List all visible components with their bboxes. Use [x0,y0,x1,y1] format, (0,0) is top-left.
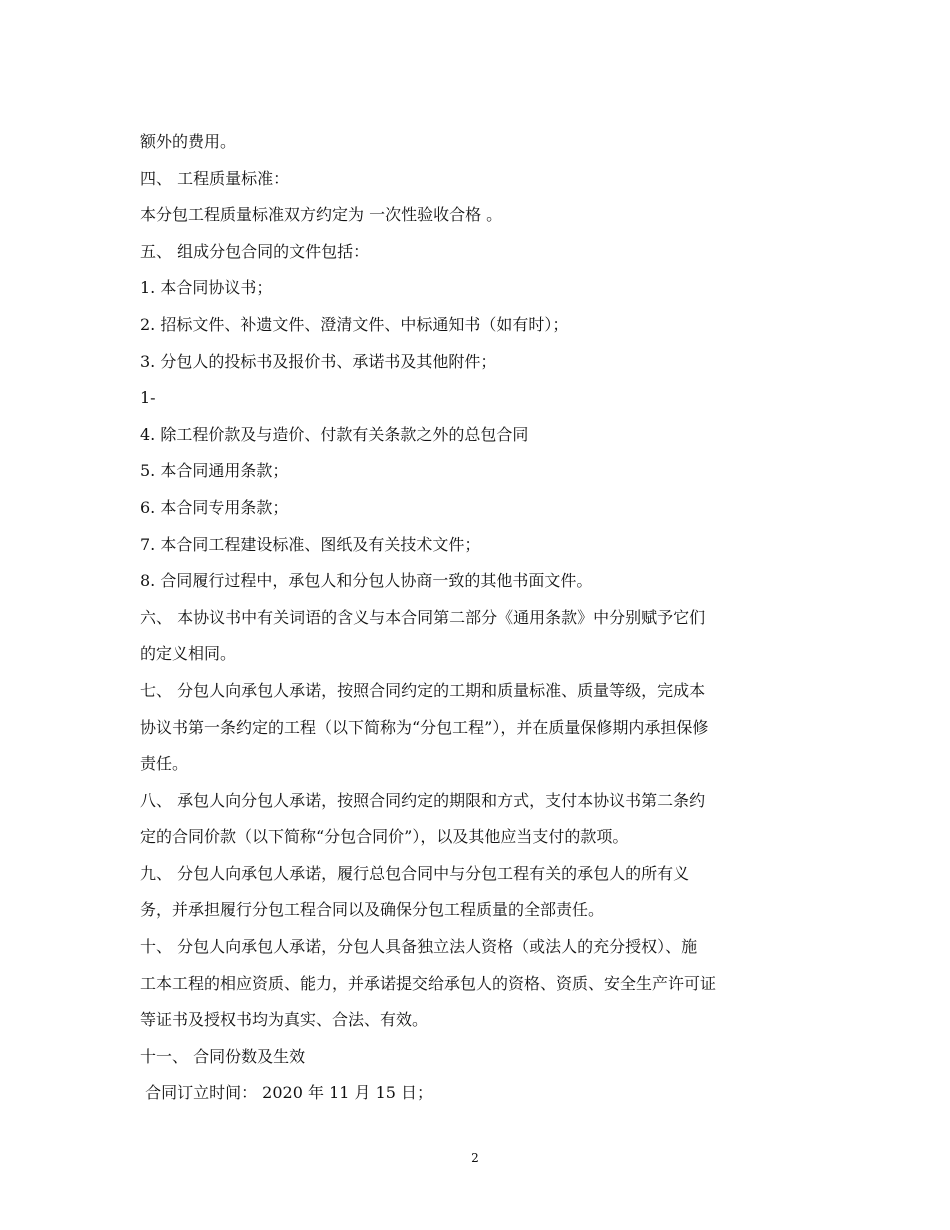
section-9-line-1: 九、 分包人向承包人承诺，履行总包合同中与分包工程有关的承包人的所有义 [140,863,690,883]
list-item-5: 5. 本合同通用条款； [140,461,289,481]
section-8-line-2: 定的合同价款（以下简称“分包合同价”），以及其他应当支付的款项。 [140,827,629,847]
inline-marker: 1- [140,388,156,408]
contract-date-line: 合同订立时间： 2020 年 11 月 15 日； [140,1083,434,1103]
section-8-line-1: 八、 承包人向分包人承诺，按照合同约定的期限和方式，支付本协议书第二条约 [140,790,706,810]
document-body [140,124,820,1112]
list-item-8: 8. 合同履行过程中，承包人和分包人协商一致的其他书面文件。 [140,571,593,591]
section-5-heading: 五、 组成分包合同的文件包括： [140,241,370,261]
section-4-heading: 四、 工程质量标准： [140,168,290,188]
section-6-line-2: 的定义相同。 [140,644,237,664]
list-item-1: 1. 本合同协议书； [140,278,273,298]
section-11-heading: 十一、 合同份数及生效 [140,1046,306,1066]
section-7-line-1: 七、 分包人向承包人承诺，按照合同约定的工期和质量标准、质量等级，完成本 [140,680,706,700]
quality-standard-line: 本分包工程质量标准双方约定为 一次性验收合格 。 [140,205,503,225]
section-6-line-1: 六、 本协议书中有关词语的含义与本合同第二部分《通用条款》中分别赋予它们 [140,607,706,627]
list-item-2: 2. 招标文件、补遗文件、澄清文件、中标通知书（如有时）； [140,314,569,334]
section-10-line-1: 十、 分包人向承包人承诺，分包人具备独立法人资格（或法人的充分授权）、施 [140,937,698,957]
list-item-4: 4. 除工程价款及与造价、付款有关条款之外的总包合同 [140,424,529,444]
section-7-line-3: 责任。 [140,754,189,774]
list-item-6: 6. 本合同专用条款； [140,497,289,517]
section-10-line-3: 等证书及授权书均为真实、合法、有效。 [140,1010,429,1030]
section-7-line-2: 协议书第一条约定的工程（以下简称为“分包工程”），并在质量保修期内承担保修 [140,717,709,737]
page-number: 2 [471,1151,479,1165]
text-line-extra-fees: 额外的费用。 [140,132,237,151]
list-item-3: 3. 分包人的投标书及报价书、承诺书及其他附件； [140,351,497,371]
list-item-7: 7. 本合同工程建设标准、图纸及有关技术文件； [140,534,481,554]
section-9-line-2: 务，并承担履行分包工程合同以及确保分包工程质量的全部责任。 [140,900,605,920]
section-10-line-2: 工本工程的相应资质、能力，并承诺提交给承包人的资格、资质、安全生产许可证 [140,973,717,993]
